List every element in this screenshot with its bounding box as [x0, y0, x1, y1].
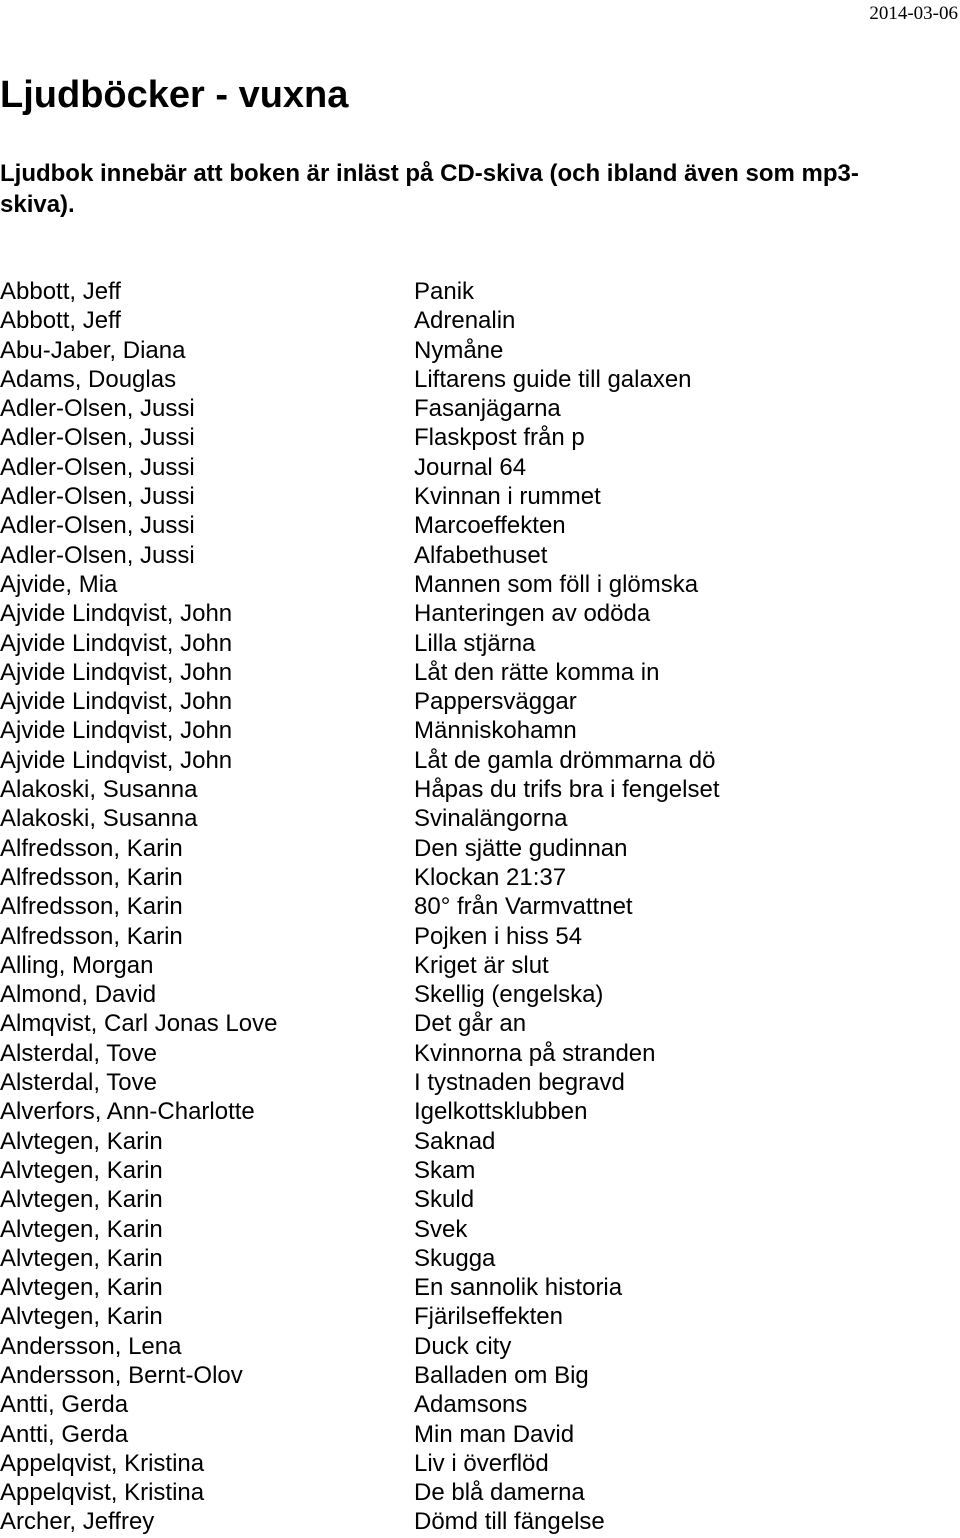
author-name: Alvtegen, Karin: [0, 1156, 163, 1184]
author-name: Alvtegen, Karin: [0, 1215, 163, 1243]
author-name: Ajvide Lindqvist, John: [0, 629, 233, 657]
list-item: [0, 1039, 960, 1068]
list-item: [0, 1449, 960, 1478]
author-name: Adler-Olsen, Jussi: [0, 512, 195, 540]
intro-text: Ljudbok innebär att boken är inläst på CD-skiva (och ibland även som mp3-skiva).: [0, 160, 859, 218]
book-title: Duck city: [414, 1332, 512, 1360]
list-item: [0, 1390, 960, 1419]
list-item: [0, 1478, 960, 1507]
book-title: Klockan 21:37: [414, 863, 567, 891]
author-name: Alakoski, Susanna: [0, 776, 198, 804]
author-name: Adler-Olsen, Jussi: [0, 453, 195, 481]
book-title: Låt den rätte komma in: [414, 658, 660, 686]
book-title: Saknad: [414, 1127, 496, 1155]
author-name: Adler-Olsen, Jussi: [0, 541, 195, 569]
author-name: Alvtegen, Karin: [0, 1127, 163, 1155]
list-item: [0, 1507, 960, 1536]
author-name: Alsterdal, Tove: [0, 1039, 157, 1067]
list-item: [0, 1185, 960, 1214]
page-title: Ljudböcker - vuxna: [0, 74, 349, 116]
book-title: Det går an: [414, 1010, 527, 1038]
author-name: Appelqvist, Kristina: [0, 1449, 205, 1477]
list-item: [0, 951, 960, 980]
list-item: [0, 1361, 960, 1390]
book-title: Skuld: [414, 1186, 475, 1214]
book-title: Liftarens guide till galaxen: [414, 365, 692, 393]
author-name: Alfredsson, Karin: [0, 893, 183, 921]
book-title: Skam: [414, 1156, 476, 1184]
book-title: Adamsons: [414, 1391, 528, 1419]
list-item: [0, 1420, 960, 1449]
author-name: Ajvide Lindqvist, John: [0, 717, 233, 745]
book-title: Igelkottsklubben: [414, 1098, 588, 1126]
audiobook-list: [0, 277, 960, 1537]
book-title: Alfabethuset: [414, 541, 548, 569]
book-title: Kriget är slut: [414, 951, 549, 979]
book-title: Fasanjägarna: [414, 395, 561, 423]
list-item: [0, 746, 960, 775]
book-title: Hanteringen av odöda: [414, 600, 651, 628]
list-item: [0, 541, 960, 570]
author-name: Adler-Olsen, Jussi: [0, 483, 195, 511]
author-name: Adams, Douglas: [0, 365, 177, 393]
author-name: Abu-Jaber, Diana: [0, 336, 186, 364]
author-name: Alvtegen, Karin: [0, 1303, 163, 1331]
author-name: Ajvide Lindqvist, John: [0, 600, 233, 628]
book-title: Svek: [414, 1215, 468, 1243]
author-name: Ajvide Lindqvist, John: [0, 746, 233, 774]
book-title: Dömd till fängelse: [414, 1508, 605, 1536]
list-item: [0, 863, 960, 892]
author-name: Alsterdal, Tove: [0, 1069, 157, 1097]
list-item: [0, 1097, 960, 1126]
list-item: [0, 1215, 960, 1244]
author-name: Antti, Gerda: [0, 1391, 129, 1419]
list-item: [0, 423, 960, 452]
author-name: Alvtegen, Karin: [0, 1274, 163, 1302]
author-name: Alverfors, Ann-Charlotte: [0, 1098, 255, 1126]
book-title: Svinalängorna: [414, 805, 568, 833]
list-item: [0, 1332, 960, 1361]
author-name: Appelqvist, Kristina: [0, 1479, 205, 1507]
author-name: Abbott, Jeff: [0, 307, 121, 335]
list-item: [0, 482, 960, 511]
author-name: Almqvist, Carl Jonas Love: [0, 1010, 278, 1038]
book-title: Fjärilseffekten: [414, 1303, 563, 1331]
author-name: Almond, David: [0, 981, 157, 1009]
list-item: [0, 804, 960, 833]
book-title: Panik: [414, 278, 475, 305]
list-item: [0, 775, 960, 804]
book-title: Flaskpost från p: [414, 424, 585, 452]
book-title: Kvinnan i rummet: [414, 483, 601, 511]
book-title: Min man David: [414, 1420, 575, 1448]
author-name: Alvtegen, Karin: [0, 1186, 163, 1214]
list-item: [0, 716, 960, 745]
author-name: Andersson, Lena: [0, 1332, 182, 1360]
author-name: Ajvide, Mia: [0, 570, 118, 598]
author-name: Alfredsson, Karin: [0, 863, 183, 891]
book-title: Pojken i hiss 54: [414, 922, 583, 950]
author-name: Antti, Gerda: [0, 1420, 129, 1448]
book-title: I tystnaden begravd: [414, 1069, 625, 1097]
book-title: Journal 64: [414, 453, 527, 481]
list-item: [0, 834, 960, 863]
author-name: Andersson, Bernt-Olov: [0, 1361, 243, 1389]
author-name: Abbott, Jeff: [0, 278, 121, 305]
book-title: Mannen som föll i glömska: [414, 570, 699, 598]
book-title: En sannolik historia: [414, 1274, 623, 1302]
list-item: [0, 277, 960, 306]
page-date: 2014-03-06: [869, 3, 958, 24]
author-name: Alling, Morgan: [0, 951, 154, 979]
list-item: [0, 892, 960, 921]
book-title: Liv i överflöd: [414, 1449, 549, 1477]
author-name: Ajvide Lindqvist, John: [0, 658, 233, 686]
author-name: Alvtegen, Karin: [0, 1244, 163, 1272]
list-item: [0, 511, 960, 540]
book-title: Skellig (engelska): [414, 981, 604, 1009]
author-name: Ajvide Lindqvist, John: [0, 688, 233, 716]
book-title: Marcoeffekten: [414, 512, 566, 540]
author-name: Adler-Olsen, Jussi: [0, 424, 195, 452]
author-name: Adler-Olsen, Jussi: [0, 395, 195, 423]
list-item: [0, 1156, 960, 1185]
list-item: [0, 570, 960, 599]
author-name: Alfredsson, Karin: [0, 922, 183, 950]
list-item: [0, 1127, 960, 1156]
book-title: 80° från Varmvattnet: [414, 893, 633, 921]
list-item: [0, 1009, 960, 1038]
list-item: [0, 658, 960, 687]
list-item: [0, 922, 960, 951]
list-item: [0, 599, 960, 628]
book-title: Kvinnorna på stranden: [414, 1039, 656, 1067]
book-title: Den sjätte gudinnan: [414, 834, 628, 862]
list-item: [0, 394, 960, 423]
list-item: [0, 365, 960, 394]
book-title: Pappersväggar: [414, 688, 577, 716]
list-item: [0, 980, 960, 1009]
book-title: Adrenalin: [414, 307, 516, 335]
author-name: Archer, Jeffrey: [0, 1508, 155, 1536]
book-title: Håpas du trifs bra i fengelset: [414, 776, 720, 804]
list-item: [0, 1302, 960, 1331]
author-name: Alfredsson, Karin: [0, 834, 183, 862]
book-title: Nymåne: [414, 336, 504, 364]
list-item: [0, 1273, 960, 1302]
list-item: [0, 306, 960, 335]
list-item: [0, 1244, 960, 1273]
book-title: Människohamn: [414, 717, 577, 745]
book-title: De blå damerna: [414, 1479, 585, 1507]
book-title: Balladen om Big: [414, 1361, 589, 1389]
list-item: [0, 336, 960, 365]
book-title: Låt de gamla drömmarna dö: [414, 746, 716, 774]
list-item: [0, 1068, 960, 1097]
list-item: [0, 629, 960, 658]
book-title: Skugga: [414, 1244, 496, 1272]
author-name: Alakoski, Susanna: [0, 805, 198, 833]
list-item: [0, 453, 960, 482]
book-title: Lilla stjärna: [414, 629, 536, 657]
list-item: [0, 687, 960, 716]
